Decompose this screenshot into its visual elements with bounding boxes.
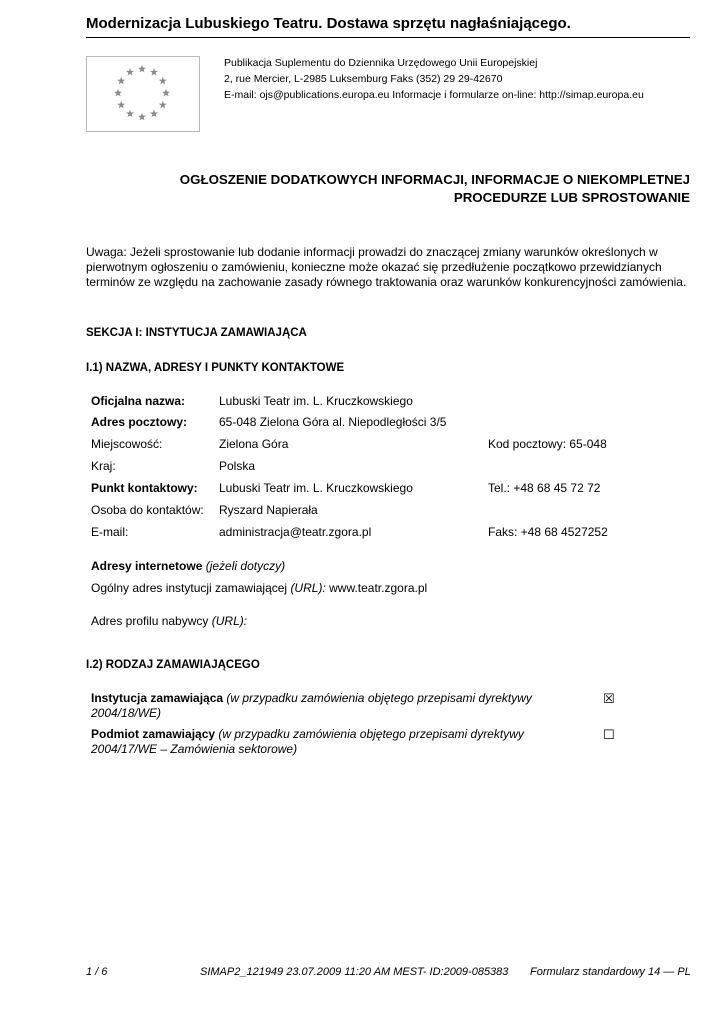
- contact-point-label: Punkt kontaktowy:: [91, 481, 198, 495]
- contact-person-label: Osoba do kontaktów:: [91, 503, 204, 517]
- section-heading: SEKCJA I: INSTYTUCJA ZAMAWIAJĄCA: [86, 327, 307, 339]
- title-divider: [86, 37, 690, 38]
- email-value: administracja@teatr.zgora.pl: [219, 525, 372, 539]
- eu-stars-graphic: [87, 57, 199, 131]
- star-icon: [138, 65, 146, 73]
- eu-flag-icon: [86, 56, 200, 132]
- star-icon: [117, 101, 125, 109]
- general-address-label: Ogólny adres instytucji zamawiającej: [91, 581, 288, 595]
- publication-line-2: 2, rue Mercier, L-2985 Luksemburg Faks (352) 29 29-42670: [224, 73, 503, 85]
- publication-info: [224, 55, 644, 103]
- contact-point-value: Lubuski Teatr im. L. Kruczkowskiego: [219, 481, 413, 495]
- notice-title-line-2: PROCEDURZE LUB SPROSTOWANIE: [453, 190, 690, 205]
- star-icon: [126, 110, 134, 118]
- postcode-value: Kod pocztowy: 65-048: [488, 437, 607, 451]
- email-label: E-mail:: [91, 525, 129, 539]
- entity-type-row: [91, 727, 621, 757]
- official-name-label: Oficjalna nazwa:: [91, 394, 186, 408]
- star-icon: [117, 77, 125, 85]
- city-value: Zielona Góra: [219, 437, 289, 451]
- subsection-heading-contacts: I.1) NAZWA, ADRESY I PUNKTY KONTAKTOWE: [86, 362, 345, 374]
- city-label: Miejscowość:: [91, 437, 163, 451]
- entity-type-label: Podmiot zamawiający: [91, 727, 216, 741]
- fax-value: Faks: +48 68 4527252: [488, 525, 608, 539]
- official-name-value: Lubuski Teatr im. L. Kruczkowskiego: [219, 394, 413, 408]
- star-icon: [162, 89, 170, 97]
- star-icon: [159, 77, 167, 85]
- entity-type-note: (w przypadku zamówienia objętego przepisami dyrektywy 2004/17/WE – Zamówienia sektorowe): [91, 727, 524, 756]
- publication-line-1: Publikacja Suplementu do Dziennika Urzędowego Unii Europejskiej: [224, 57, 538, 69]
- star-icon: [138, 113, 146, 121]
- internet-addresses-heading: [91, 559, 285, 573]
- authority-type-checkbox[interactable]: ☒: [603, 691, 615, 706]
- star-icon: [150, 68, 158, 76]
- authority-type-row: [91, 691, 621, 721]
- country-label: Kraj:: [91, 459, 116, 473]
- star-icon: [150, 110, 158, 118]
- buyer-profile-url-note: (URL):: [211, 614, 248, 628]
- internet-heading-note: (jeżeli dotyczy): [205, 559, 286, 573]
- authority-type-text: [91, 691, 581, 721]
- warning-paragraph: Uwaga: Jeżeli sprostowanie lub dodanie informacji prowadzi do znaczącej zmiany warunków określonych w pierwotnym ogłoszeniu o zamówieniu, konieczne może okazać się przedłużenie początkowo przewidzianych terminów ze względu na zachowanie zasady równego traktowania oraz warunków konkurencyjności zamówienia.: [86, 245, 687, 289]
- notice-title-line-1: OGŁOSZENIE DODATKOWYCH INFORMACJI, INFORMACJE O NIEKOMPLETNEJ: [179, 172, 690, 187]
- notice-title: [86, 171, 690, 207]
- star-icon: [126, 68, 134, 76]
- footer-reference: SIMAP2_121949 23.07.2009 11:20 AM MEST- ID:2009-085383: [200, 966, 509, 978]
- buyer-profile-label: Adres profilu nabywcy: [91, 614, 209, 628]
- general-address-url[interactable]: www.teatr.zgora.pl: [329, 581, 428, 595]
- internet-heading-text: Adresy internetowe: [91, 559, 203, 573]
- general-address-url-note: (URL):: [290, 581, 326, 595]
- publication-line-3: E-mail: ojs@publications.europa.eu Informacje i formularze on-line: http://simap.europa.eu: [224, 89, 644, 101]
- postal-address-label: Adres pocztowy:: [91, 415, 188, 429]
- star-icon: [159, 101, 167, 109]
- phone-value: Tel.: +48 68 45 72 72: [488, 481, 601, 495]
- entity-type-text: [91, 727, 581, 757]
- postal-address-value: 65-048 Zielona Góra al. Niepodległości 3/5: [219, 415, 447, 429]
- buyer-profile-line: [91, 614, 247, 628]
- subsection-heading-authority-type: I.2) RODZAJ ZAMAWIAJĄCEGO: [86, 659, 260, 671]
- authority-type-note: (w przypadku zamówienia objętego przepisami dyrektywy 2004/18/WE): [91, 691, 532, 720]
- star-icon: [114, 89, 122, 97]
- footer-page-number: 1 / 6: [86, 966, 108, 978]
- authority-type-label: Instytucja zamawiająca: [91, 691, 224, 705]
- country-value: Polska: [219, 459, 256, 473]
- general-address-line: [91, 581, 427, 595]
- entity-type-checkbox[interactable]: ☐: [603, 727, 615, 742]
- footer-form-name: Formularz standardowy 14 — PL: [530, 966, 691, 978]
- contact-person-value: Ryszard Napierała: [219, 503, 318, 517]
- document-title: Modernizacja Lubuskiego Teatru. Dostawa sprzętu nagłaśniającego.: [86, 15, 571, 32]
